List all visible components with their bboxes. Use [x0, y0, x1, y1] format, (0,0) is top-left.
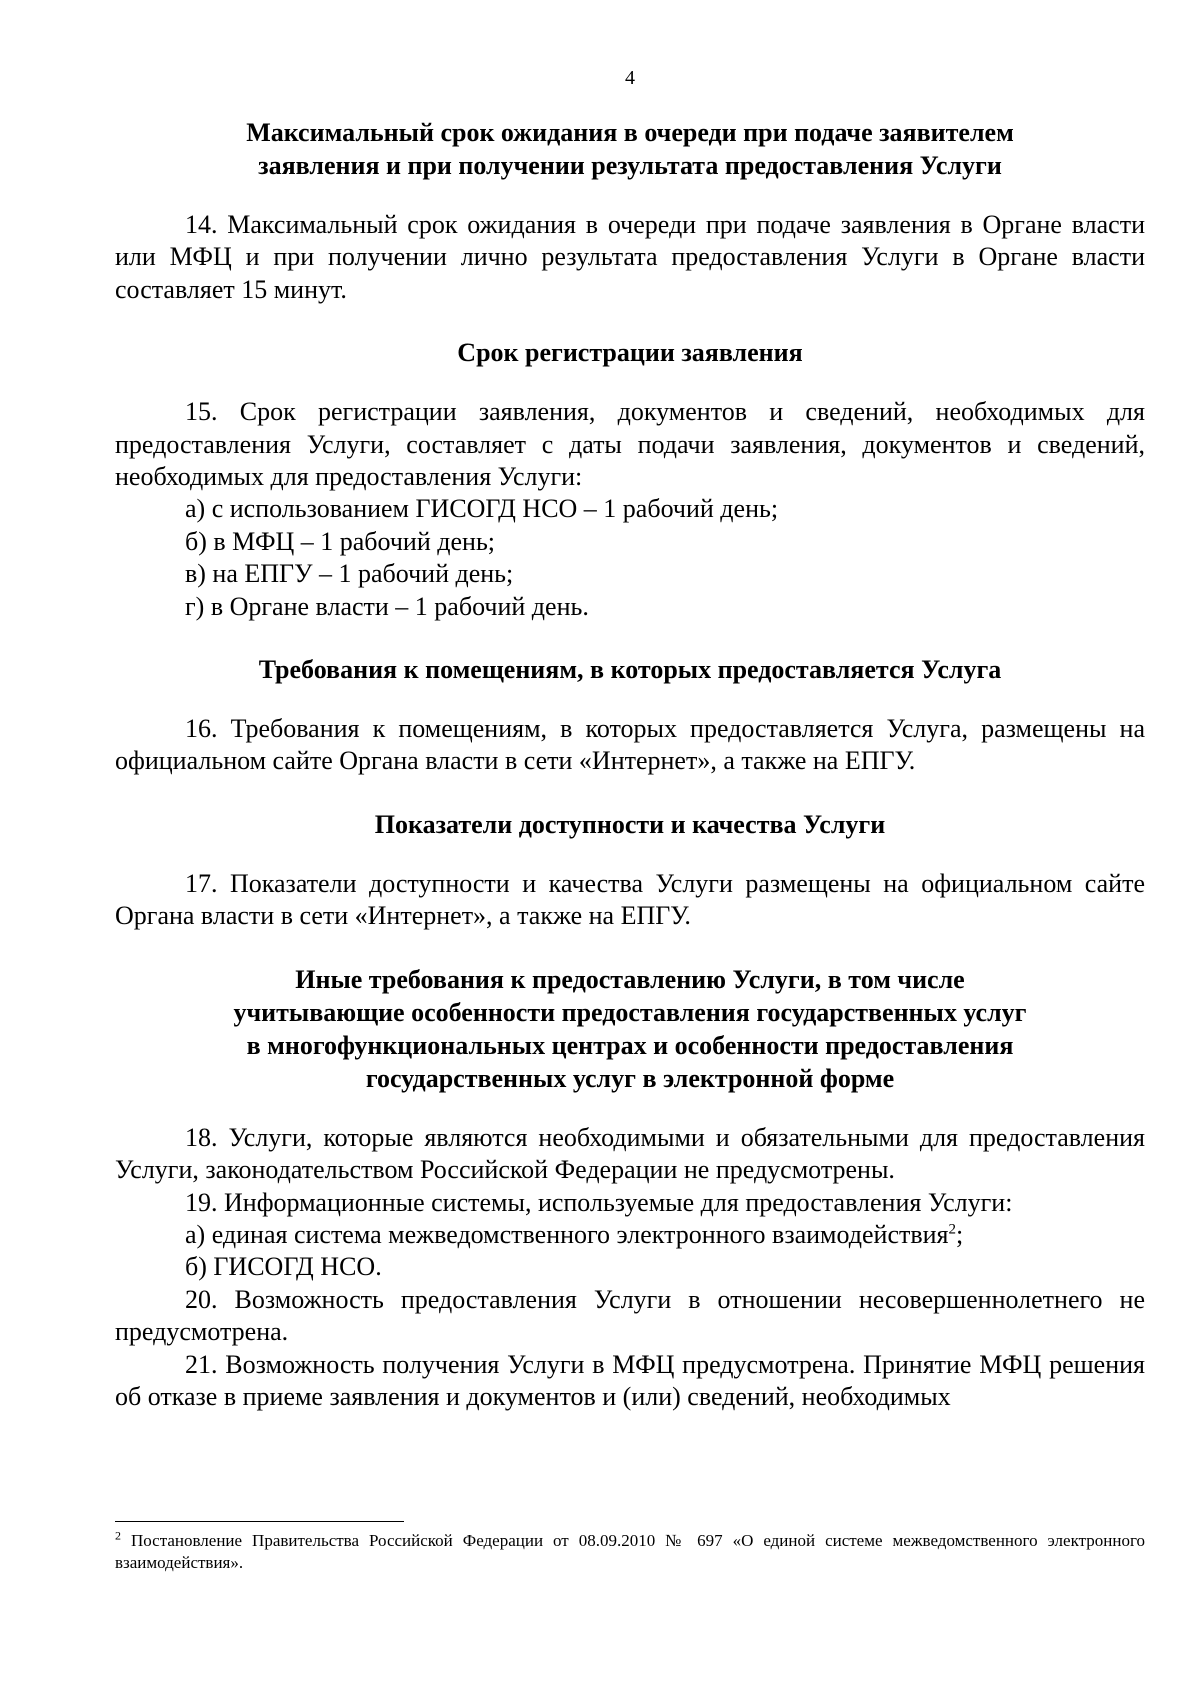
heading-line: учитывающие особенности предоставления государственных услуг: [233, 997, 1027, 1027]
page-number: 4: [625, 67, 635, 89]
page-content: [115, 66, 1145, 1413]
heading-line: Срок регистрации заявления: [457, 338, 803, 368]
heading-line: в многофункциональных центрах и особенности предоставления: [246, 1030, 1014, 1060]
footnote: [115, 1530, 1145, 1574]
list-item: г) в Органе власти – 1 рабочий день.: [185, 591, 589, 621]
list-item: в) на ЕПГУ – 1 рабочий день;: [185, 559, 514, 589]
paragraph-15: 15. Срок регистрации заявления, документов и сведений, необходимых для предоставления Услуги, составляет с даты подачи заявления, документов и сведений, необходимых для предоставления Услуги:: [115, 397, 1145, 492]
footnote-text: Постановление Правительства Российской Федерации от 08.09.2010 № 697 «О единой системе межведомственного электронного взаимодействия».: [115, 1531, 1145, 1572]
list-item-text: а) единая система межведомственного электронного взаимодействия: [185, 1219, 949, 1249]
heading-line: Иные требования к предоставлению Услуги, в том числе: [295, 964, 965, 994]
footnote-separator: [115, 1521, 404, 1522]
heading-line: Показатели доступности и качества Услуги: [374, 809, 886, 839]
paragraph-19: 19. Информационные системы, используемые для предоставления Услуги:: [185, 1187, 1013, 1217]
list-item: [115, 1219, 1145, 1251]
section-heading-premises: [115, 653, 1145, 686]
section-heading-registration: [115, 336, 1145, 369]
heading-line: Максимальный срок ожидания в очереди при подаче заявителем: [246, 118, 1014, 147]
paragraph-17: 17. Показатели доступности и качества Услуги размещены на официальном сайте Органа власти в сети «Интернет», а также на ЕПГУ.: [115, 868, 1145, 931]
paragraph-14: 14. Максимальный срок ожидания в очереди при подаче заявления в Органе власти или МФЦ и при получении лично результата предоставления Услуги в Органе власти составляет 15 минут.: [115, 210, 1145, 304]
list-item-end: ;: [956, 1219, 964, 1249]
list-item: а) с использованием ГИСОГД НСО – 1 рабочий день;: [185, 494, 779, 524]
section-heading-quality: [115, 808, 1145, 841]
paragraph-18: 18. Услуги, которые являются необходимыми и обязательными для предоставления Услуги, законодательством Российской Федерации не предусмотрены.: [115, 1122, 1145, 1185]
paragraph-16: 16. Требования к помещениям, в которых предоставляется Услуга, размещены на официальном сайте Органа власти в сети «Интернет», а также на ЕПГУ.: [115, 714, 1145, 776]
footnote-reference: 2: [948, 1221, 956, 1238]
list-item: б) в МФЦ – 1 рабочий день;: [185, 526, 496, 556]
paragraph-20: 20. Возможность предоставления Услуги в отношении несовершеннолетнего не предусмотрена.: [115, 1284, 1145, 1347]
section-heading-waiting-time: [115, 116, 1145, 182]
heading-line: Требования к помещениям, в которых предоставляется Услуга: [258, 655, 1002, 685]
list-item: б) ГИСОГД НСО.: [185, 1252, 382, 1282]
paragraph-21: 21. Возможность получения Услуги в МФЦ предусмотрена. Принятие МФЦ решения об отказе в приеме заявления и документов и (или) сведений, необходимых: [115, 1349, 1145, 1411]
heading-line: государственных услуг в электронной форме: [365, 1063, 895, 1093]
heading-line: заявления и при получении результата предоставления Услуги: [258, 151, 1002, 180]
section-heading-other-requirements: [115, 963, 1145, 1095]
footnote-mark: 2: [115, 1528, 121, 1543]
